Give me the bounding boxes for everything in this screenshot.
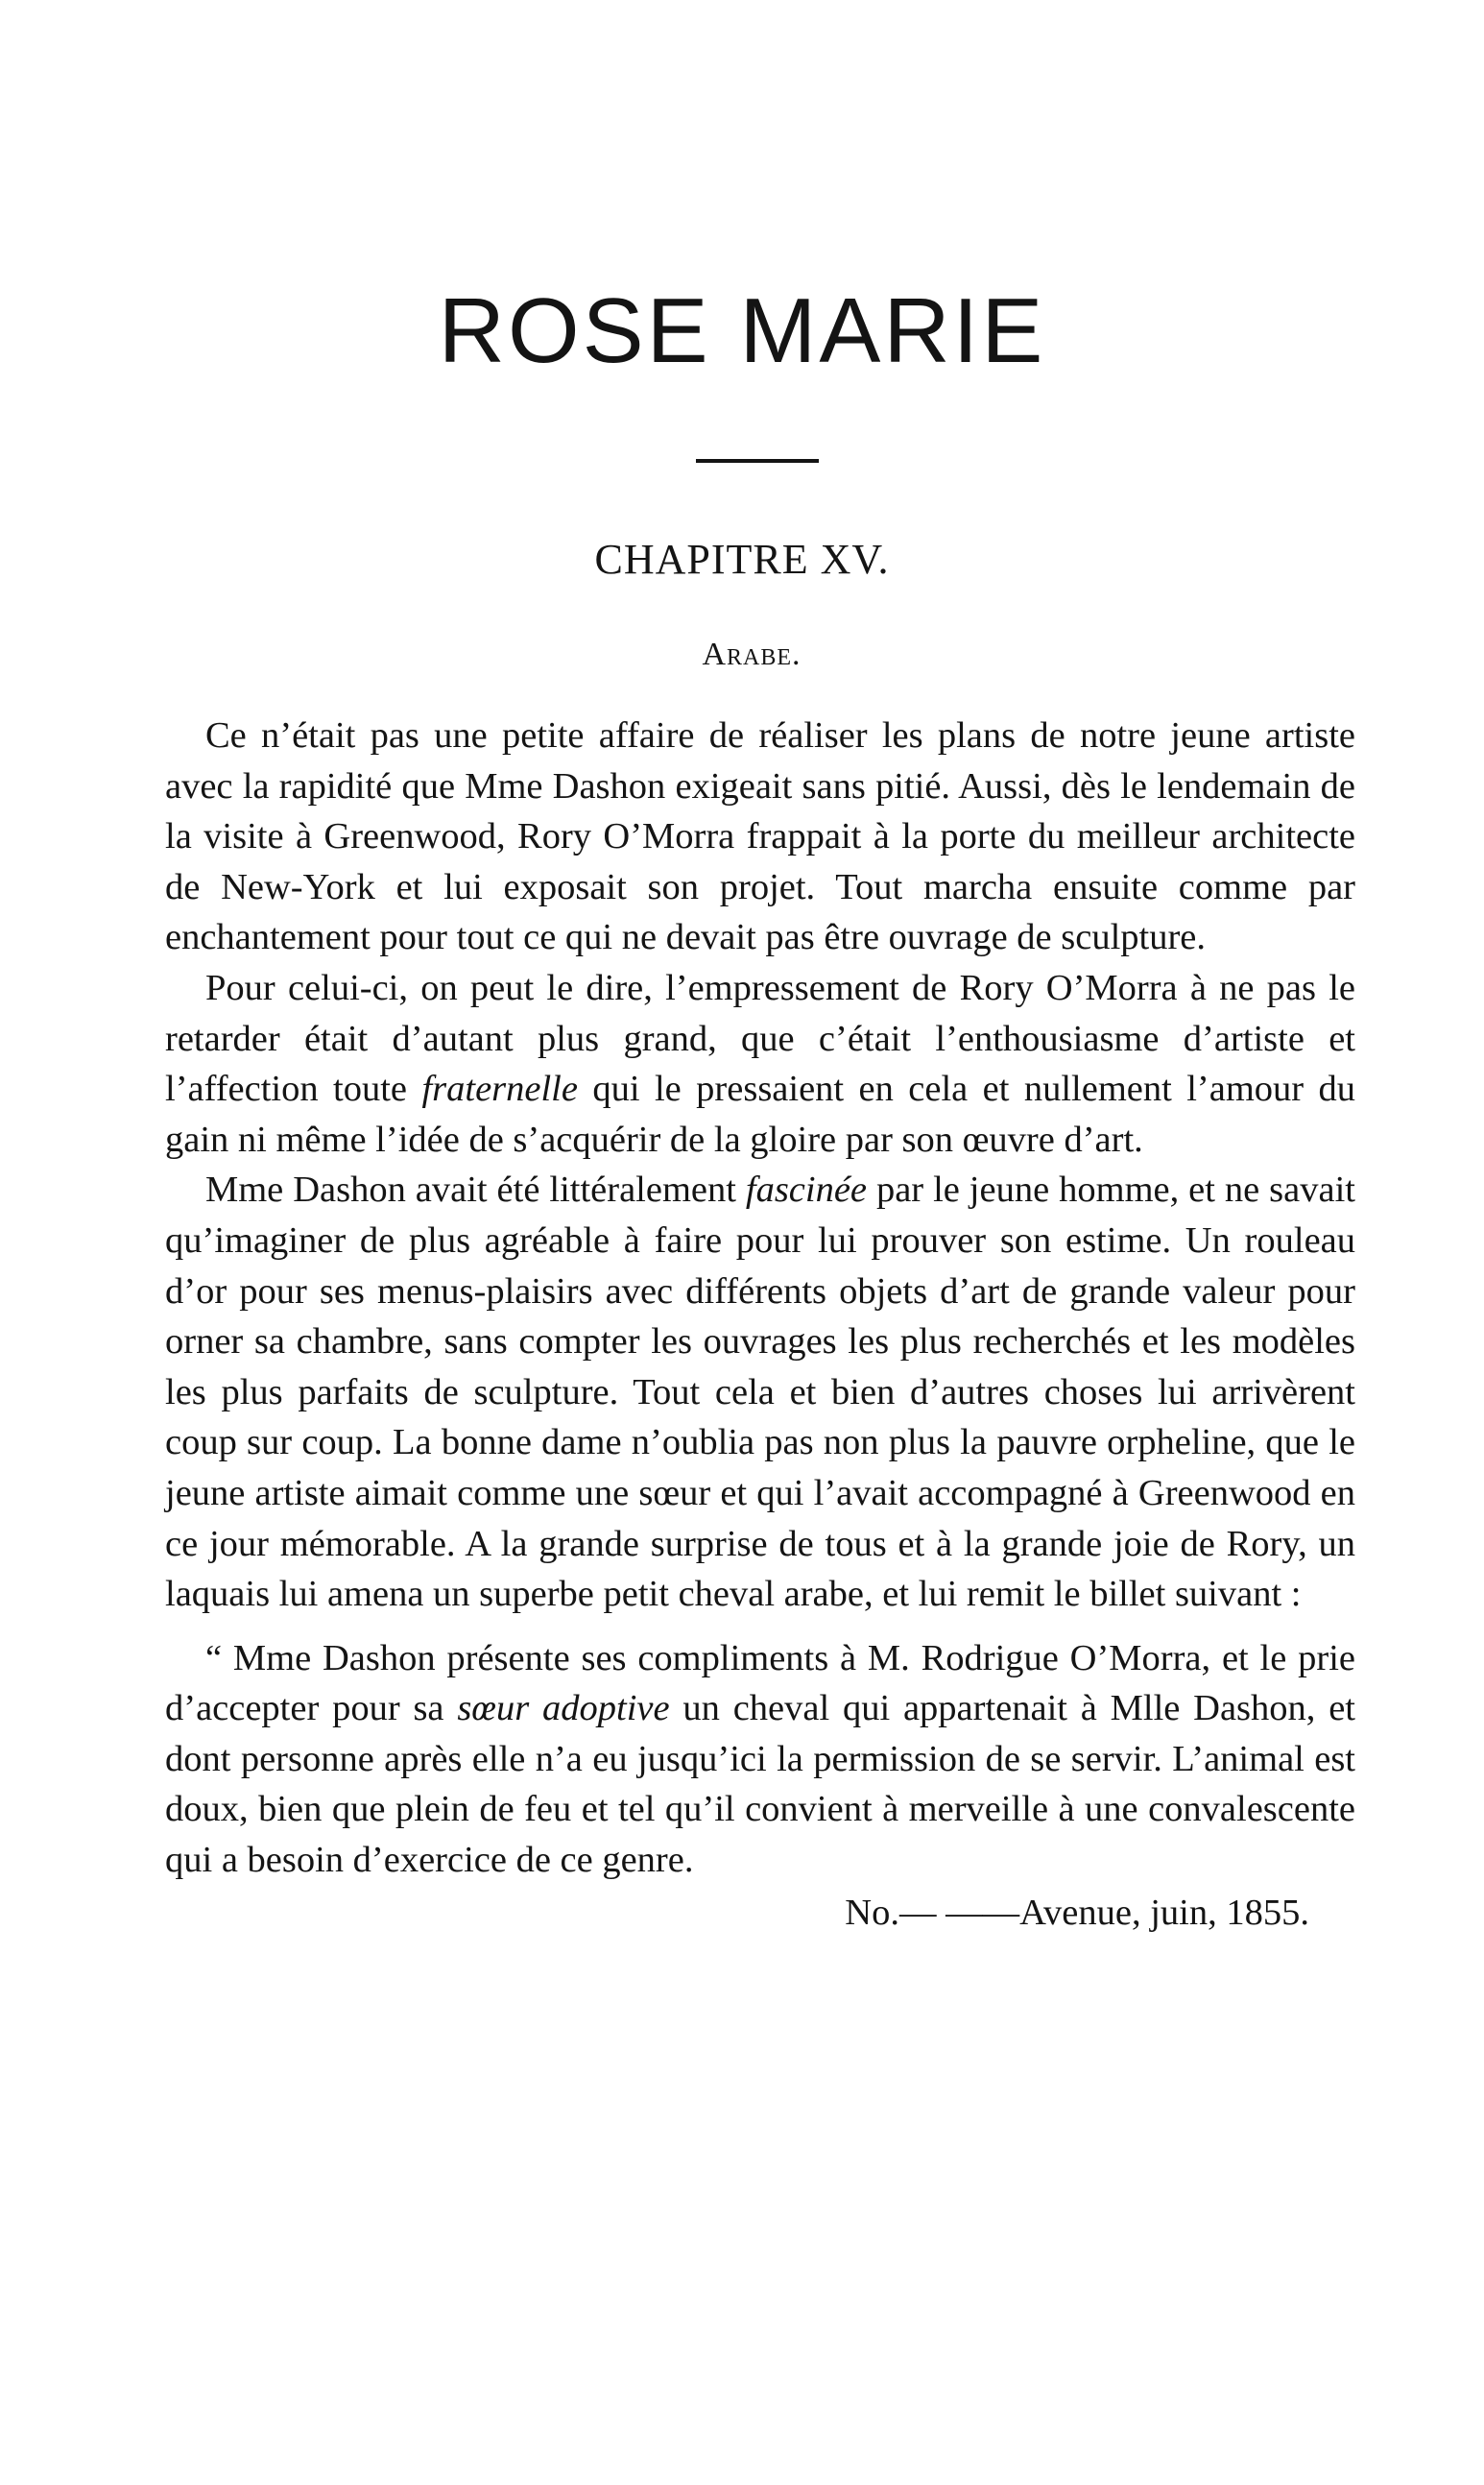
letter-text-end: un cheval qui appartenait à Mlle Dashon, et dont personne après elle n’a eu jusqu’ici la permission de se servir. L’animal est doux, bien que plein de feu et tel qu’il convient à merveille à une convalescente qui a besoin d’exercice de ce genre. xyxy=(165,1688,1355,1881)
paragraph-2-italic: fraternelle xyxy=(421,1069,578,1110)
paragraph-2 xyxy=(165,963,1355,1165)
paragraph-3 xyxy=(165,1165,1355,1619)
paragraph-3-text-start: Mme Dashon avait été littéralement xyxy=(205,1170,746,1211)
paragraph-2-text-start: Pour celui-ci, on peut le dire, l’empressement de Rory O’Morra à ne pas le retarder était d’autant plus grand, que c’était l’enthousiasme d’artiste et l’affection toute xyxy=(165,967,1355,1110)
title-divider xyxy=(696,459,819,463)
book-title: ROSE MARIE xyxy=(438,279,1046,382)
paragraph-1 xyxy=(165,711,1355,963)
paragraph-1-text: Ce n’était pas une petite affaire de réaliser les plans de notre jeune artiste avec la rapidité que Mme Dashon exigeait sans pitié. Aussi, dès le lendemain de la visite à Greenwood, Rory O’Morra frappait à la porte du meilleur architecte de New-York et lui exposait son projet. Tout marcha ensuite comme par enchantement pour tout ce qui ne devait pas être ouvrage de sculpture. xyxy=(165,715,1355,958)
chapter-body xyxy=(165,711,1355,1938)
paragraph-2-text-end: qui le pressaient en cela et nullement l’amour du gain ni même l’idée de s’acquérir de la gloire par son œuvre d’art. xyxy=(165,1069,1356,1160)
letter-signature: No.— ——Avenue, juin, 1855. xyxy=(845,1892,1309,1933)
letter-paragraph xyxy=(165,1633,1355,1886)
paragraph-3-italic: fascinée xyxy=(745,1170,868,1211)
chapter-subtitle: Arabe. xyxy=(702,637,802,672)
letter-italic: sœur adoptive xyxy=(457,1688,670,1729)
chapter-heading: CHAPITRE XV. xyxy=(594,536,890,583)
paragraph-3-text-end: par le jeune homme, et ne savait qu’imaginer de plus agréable à faire pour lui prouver son estime. Un rouleau d’or pour ses menus-plaisirs avec différents objets d’art de grande valeur pour orner sa chambre, sans compter les ouvrages les plus recherchés et les modèles les plus parfaits de sculpture. Tout cela et bien d’autres choses lui arrivèrent coup sur coup. La bonne dame n’oublia pas non plus la pauvre orpheline, que le jeune artiste aimait comme une sœur et qui l’avait accompagné à Greenwood en ce jour mémorable. A la grande surprise de tous et à la grande joie de Rory, un laquais lui amena un superbe petit cheval arabe, et lui remit le billet suivant : xyxy=(165,1170,1355,1615)
letter-text-start: “ Mme Dashon présente ses compliments à M. Rodrigue O’Morra, et le prie d’accepter pour sa xyxy=(165,1637,1355,1729)
